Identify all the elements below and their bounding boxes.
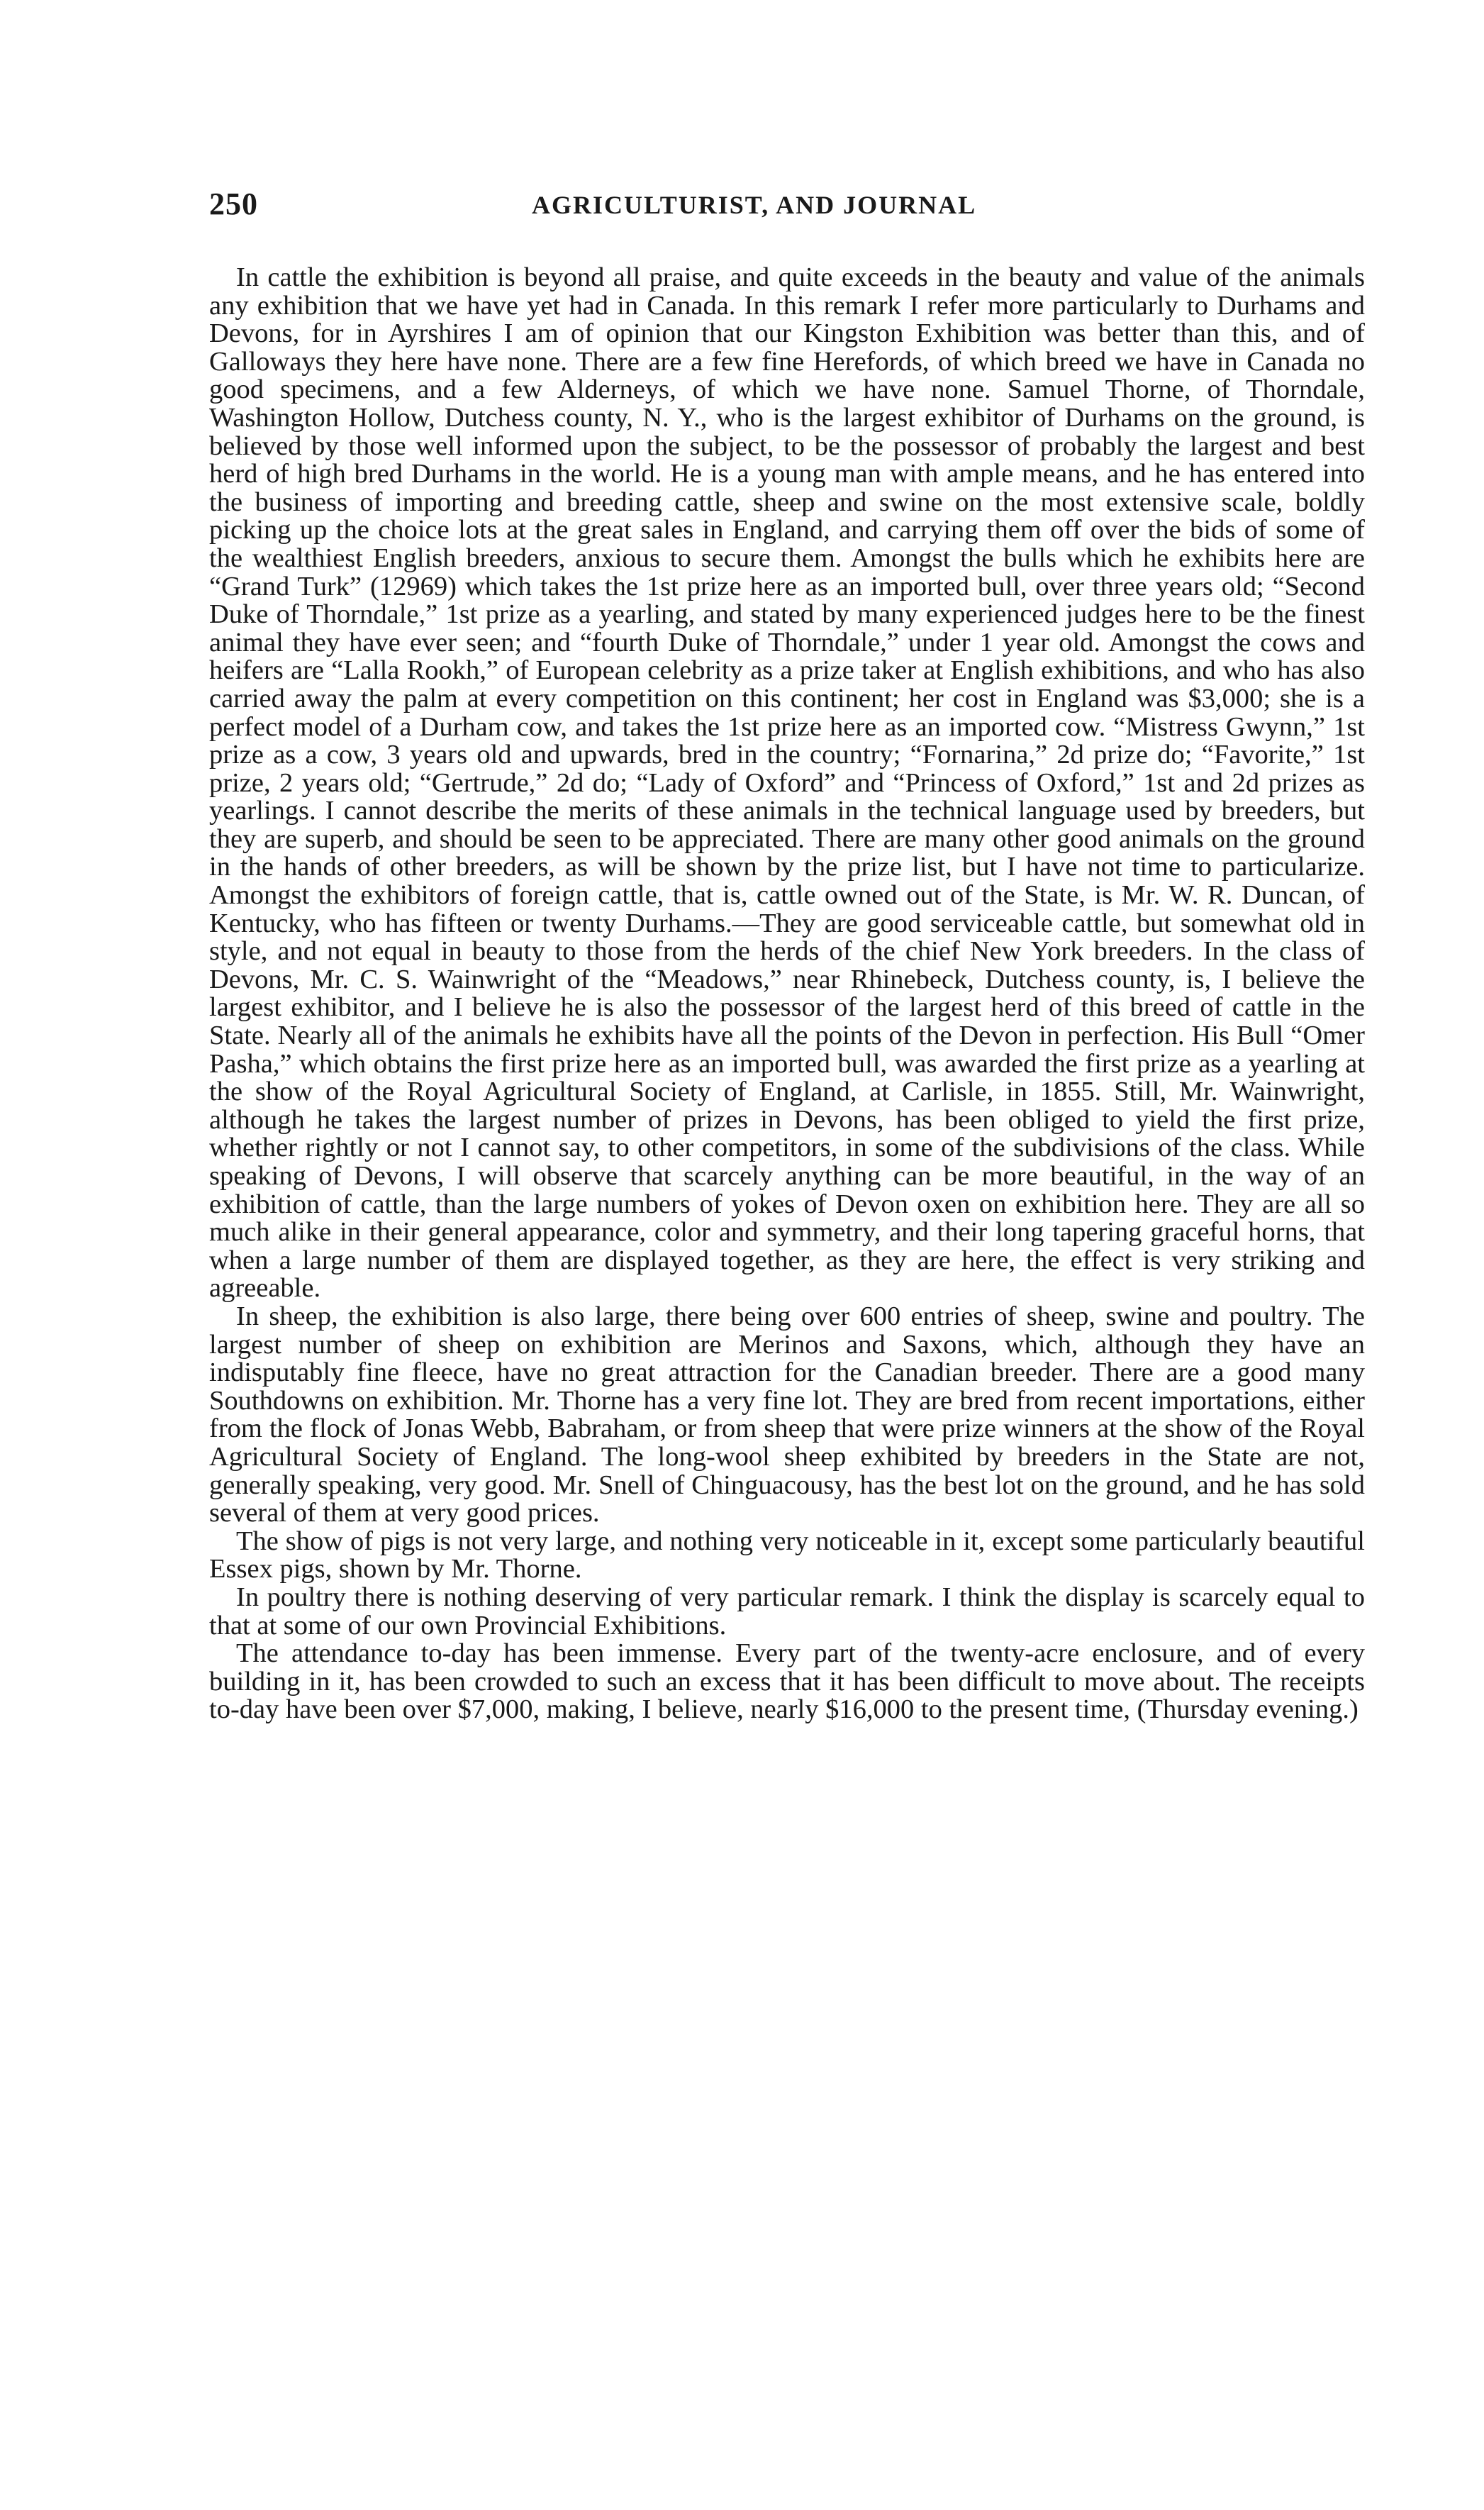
journal-title: AGRICULTURIST, AND JOURNAL — [532, 191, 977, 219]
paragraph-attendance: The attendance to-day has been immense. Every part of the twenty-acre enclosure, and of every building in it, has been crowded to such an excess that it has been difficult to move about. The receipts to-day have been over $7,000, making, I believe, nearly $16,000 to the present time, (Thursday evening.) — [209, 1638, 1365, 1725]
paragraph-cattle: In cattle the exhibition is beyond all praise, and quite exceeds in the beauty and value of the animals any exhibition that we have yet had in Canada. In this remark I refer more particularly to Durhams and Devons, for in Ayrshires I am of opinion that our Kingston Exhibition was better than this, and of Galloways they here have none. There are a few fine Herefords, of which breed we have in Canada no good specimens, and a few Alderneys, of which we have none. Samuel Thorne, of Thorndale, Washington Hollow, Dutchess county, N. Y., who is the largest exhibitor of Durhams on the ground, is believed by those well informed upon the subject, to be the possessor of probably the largest and best herd of high bred Durhams in the world. He is a young man with ample means, and he has entered into the business of importing and breeding cattle, sheep and swine on the most extensive scale, boldly picking up the choice lots at the great sales in England, and carrying them off over the bids of some of the wealthiest English breeders, anxious to secure them. Amongst the bulls which he exhibits here are “Grand Turk” (12969) which takes the 1st prize here as an imported bull, over three years old; “Second Duke of Thorndale,” 1st prize as a yearling, and stated by many experienced judges here to be the finest animal they have ever seen; and “fourth Duke of Thorndale,” under 1 year old. Amongst the cows and heifers are “Lalla Rookh,” of European celebrity as a prize taker at English exhibitions, and who has also carried away the palm at every competition on this continent; her cost in England was $3,000; she is a perfect model of a Durham cow, and takes the 1st prize here as an imported cow. “Mistress Gwynn,” 1st prize as a cow, 3 years old and upwards, bred in the country; “Fornarina,” 2d prize do; “Favorite,” 1st prize, 2 years old; “Gertrude,” 2d do; “Lady of Oxford” and “Princess of Oxford,” 1st and 2d prizes as yearlings. I cannot describe the merits of these animals in the technical language used by breeders, but they are superb, and should be seen to be appreciated. There are many other good animals on the ground in the hands of other breeders, as will be shown by the prize list, but I have not time to particularize. Amongst the exhibitors of foreign cattle, that is, cattle owned out of the State, is Mr. W. R. Duncan, of Kentucky, who has fifteen or twenty Durhams.—They are good serviceable cattle, but somewhat old in style, and not equal in beauty to those from the herds of the chief New York breeders. In the class of Devons, Mr. C. S. Wainwright of the “Meadows,” near Rhinebeck, Dutchess county, is, I believe the largest exhibitor, and I believe he is also the possessor of the largest herd of this breed of cattle in the State. Nearly all of the animals he exhibits have all the points of the Devon in perfection. His Bull “Omer Pasha,” which obtains the first prize here as an imported bull, was awarded the first prize as a yearling at the show of the Royal Agricultural Society of England, at Carlisle, in 1855. Still, Mr. Wainwright, although he takes the largest number of prizes in Devons, has been obliged to yield the first prize, whether rightly or not I cannot say, to other competitors, in some of the subdivisions of the class. While speaking of Devons, I will observe that scarcely anything can be more beautiful, in the way of an exhibition of cattle, than the large numbers of yokes of Devon oxen on exhibition here. They are all so much alike in their general appearance, color and symmetry, and their long tapering graceful horns, that when a large number of them are displayed together, as they are here, the effect is very striking and agreeable. — [209, 262, 1365, 1304]
running-head — [209, 186, 1365, 228]
paragraph-sheep: In sheep, the exhibition is also large, there being over 600 entries of sheep, swine and poultry. The largest number of sheep on exhibition are Merinos and Saxons, which, although they have an indisputably fine fleece, have no great attraction for the Canadian breeder. There are a good many Southdowns on exhibition. Mr. Thorne has a very fine lot. They are bred from recent importations, either from the flock of Jonas Webb, Babraham, or from sheep that were prize winners at the show of the Royal Agricultural Society of England. The long-wool sheep exhibited by breeders in the State are not, generally speaking, very good. Mr. Snell of Chinguacousy, has the best lot on the ground, and he has sold several of them at very good prices. — [209, 1301, 1365, 1528]
article-body — [209, 264, 1365, 1724]
paragraph-pigs: The show of pigs is not very large, and nothing very noticeable in it, except some particularly beautiful Essex pigs, shown by Mr. Thorne. — [209, 1526, 1365, 1584]
paragraph-poultry: In poultry there is nothing deserving of very particular remark. I think the display is scarcely equal to that at some of our own Provincial Exhibitions. — [209, 1582, 1365, 1640]
page-number: 250 — [209, 187, 258, 221]
